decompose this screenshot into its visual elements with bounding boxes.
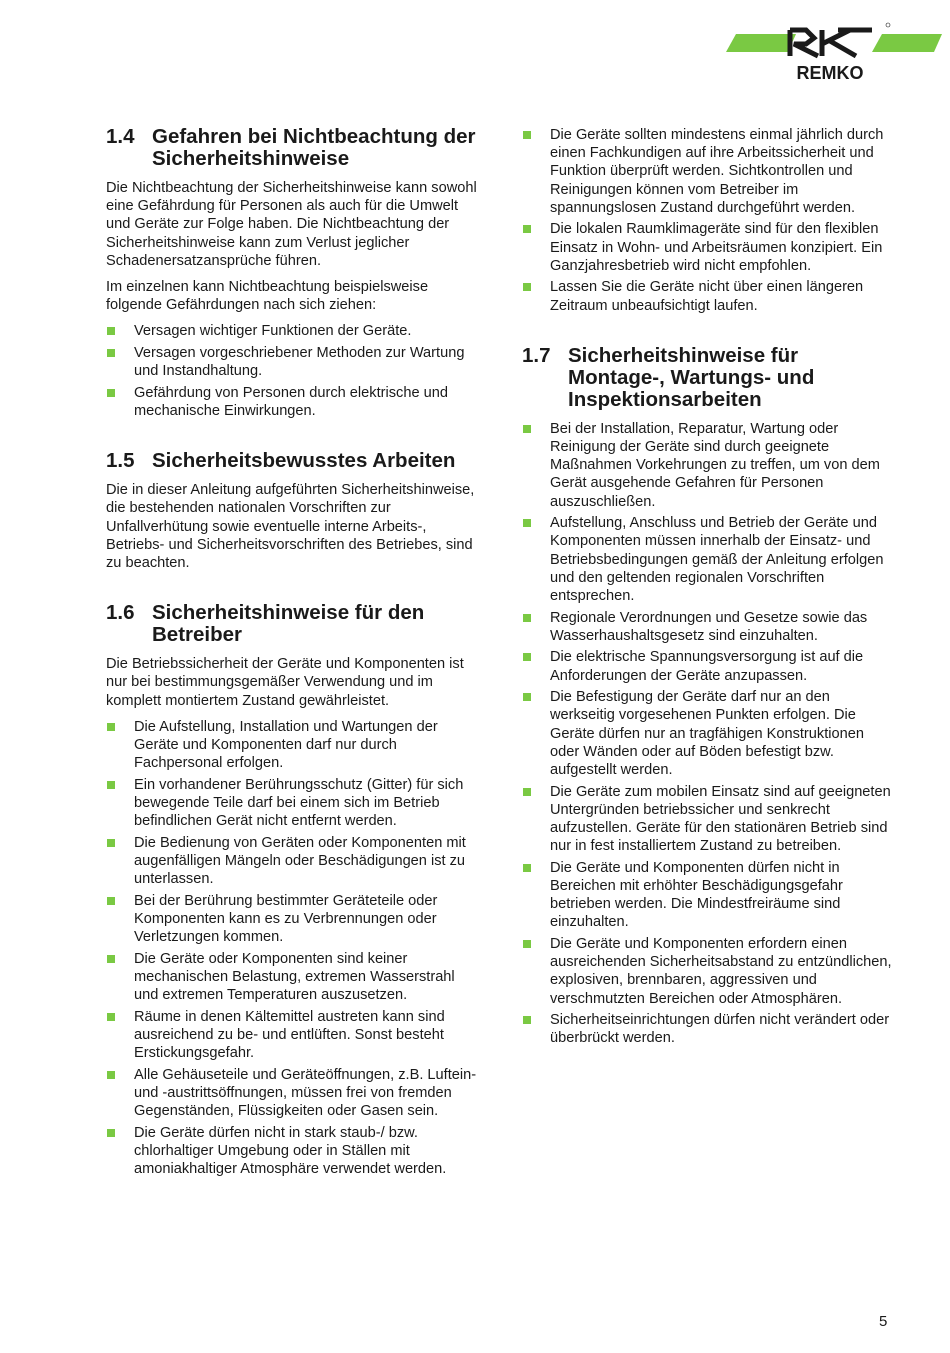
bullet-list [106, 322, 480, 420]
section-title: Sicherheitsbewusstes Arbeiten [152, 449, 456, 473]
list-item [522, 420, 894, 511]
square-bullet-icon [523, 131, 531, 139]
list-item [522, 1011, 894, 1047]
square-bullet-icon [523, 940, 531, 948]
list-item [106, 718, 480, 773]
square-bullet-icon [107, 1013, 115, 1021]
list-item-text: Die Geräte dürfen nicht in stark staub-/ bzw. chlorhaltiger Umgebung oder in Ställen mit amoniakhaltiger Atmosphäre verwendet werden. [134, 1124, 447, 1178]
section-number: 1.7 [522, 343, 551, 367]
list-item-text: Gefährdung von Personen durch elektrische und mechanische Einwirkungen. [134, 384, 448, 420]
list-item-text: Bei der Berührung bestimmter Geräteteile oder Komponenten kann es zu Verbrennungen oder Verletzungen kommen. [134, 892, 438, 946]
list-item [522, 126, 894, 217]
list-item-text: Ein vorhandener Berührungsschutz (Gitter) für sich bewegende Teile darf bei einem sich im Betrieb befindlichen Gerät nicht entfernt werden. [134, 776, 464, 830]
square-bullet-icon [107, 1071, 115, 1079]
list-item [106, 1008, 480, 1063]
list-item [106, 344, 480, 380]
square-bullet-icon [523, 864, 531, 872]
square-bullet-icon [523, 653, 531, 661]
list-item-text: Lassen Sie die Geräte nicht über einen längeren Zeitraum unbeaufsichtigt laufen. [550, 279, 864, 314]
list-item [522, 514, 894, 605]
list-item-text: Die Befestigung der Geräte darf nur an den werkseitig vorgesehenen Punkten erfolgen. Die Geräte dürfen nur an tragfähigen Konstruktionen oder Wänden oder auf Böden befestigt bzw. aufgestellt werden. [550, 689, 864, 779]
bullet-list [522, 420, 894, 1048]
list-item [106, 322, 480, 340]
paragraph: Die Nichtbeachtung der Sicherheitshinweise kann sowohl eine Gefährdung für Personen als auch für die Umwelt und Geräte zur Folge haben. Die Nichtbeachtung der Sicherheitshinweise kann zum Verlust jeglicher Schadenersatzansprüche führen. [106, 180, 477, 269]
bullet-list [522, 126, 894, 315]
section-heading-1-6 [106, 602, 480, 646]
section-number: 1.5 [106, 449, 135, 473]
square-bullet-icon [107, 955, 115, 963]
list-item-text: Die Geräte zum mobilen Einsatz sind auf geeigneten Untergründen betriebssicher und senkrecht aufzustellen. Geräte für den stationären Betrieb sind nur in fest installiertem Zustand zu betreiben. [550, 783, 891, 855]
square-bullet-icon [523, 283, 531, 291]
list-item [522, 648, 894, 684]
list-item [106, 1066, 480, 1121]
list-item [106, 892, 480, 947]
list-item [106, 384, 480, 420]
section-heading-1-7 [522, 345, 894, 411]
paragraph: Die in dieser Anleitung aufgeführten Sicherheitshinweise, die bestehenden nationalen Vorschriften zur Unfallverhütung sowie eventuelle interne Arbeits-, Betriebs- und Sicherheitsvorschriften des Betriebes, sind zu beachten. [106, 482, 475, 572]
square-bullet-icon [523, 614, 531, 622]
section-number: 1.4 [106, 125, 135, 148]
list-item-text: Die Geräte sollten mindestens einmal jährlich durch einen Fachkundigen auf ihre Arbeitssicherheit und Funktion überprüft werden. Sichtkontrollen und Reinigungen können vom Betreiber im spannungslosen Zustand durchgeführt werden. [550, 127, 884, 216]
list-item [522, 859, 894, 932]
section-number: 1.6 [106, 601, 135, 625]
logo-wordmark: REMKO [796, 63, 864, 83]
list-item [106, 1124, 480, 1179]
list-item-text: Versagen vorgeschriebener Methoden zur Wartung und Instandhaltung. [134, 345, 465, 380]
square-bullet-icon [107, 349, 115, 357]
square-bullet-icon [523, 425, 531, 433]
right-column [522, 126, 894, 1056]
square-bullet-icon [523, 693, 531, 701]
left-column [106, 126, 480, 1186]
paragraph: Die Betriebssicherheit der Geräte und Komponenten ist nur bei bestimmungsgemäßer Verwendung und im komplett montiertem Zustand gewährleistet. [106, 656, 464, 709]
square-bullet-icon [523, 225, 531, 233]
list-item [106, 950, 480, 1005]
list-item [106, 834, 480, 889]
page-number: 5 [879, 1313, 888, 1330]
square-bullet-icon [107, 389, 115, 397]
list-item-text: Die Geräte und Komponenten dürfen nicht in Bereichen mit erhöhter Beschädigungsgefahr betrieben werden. Die Mindestfreiräume sind einzuhalten. [550, 859, 843, 931]
square-bullet-icon [523, 788, 531, 796]
square-bullet-icon [107, 897, 115, 905]
paragraph: Im einzelnen kann Nichtbeachtung beispielsweise folgende Gefährdungen nach sich ziehen: [106, 279, 429, 314]
section-heading-1-5 [106, 450, 480, 472]
list-item [522, 935, 894, 1008]
list-item-text: Die Geräte und Komponenten erfordern einen ausreichenden Sicherheitsabstand zu entzündlichen, explosiven, brennbaren, aggressiven und verschmutzten Bereichen oder Atmosphären. [550, 936, 892, 1007]
list-item-text: Räume in denen Kältemittel austreten kann sind ausreichend zu be- und entlüften. Sonst besteht Erstickungsgefahr. [134, 1008, 445, 1062]
section-title: Sicherheitshinweise für den Betreiber [152, 601, 425, 647]
section-title: Gefahren bei Nichtbeachtung der Sicherheitshinweise [152, 125, 476, 170]
square-bullet-icon [523, 519, 531, 527]
list-item-text: Die lokalen Raumklimageräte sind für den flexiblen Einsatz in Wohn- und Arbeitsräumen konzipiert. Ein Ganzjahresbetrieb wird nicht empfohlen. [550, 221, 883, 274]
list-item-text: Die Geräte oder Komponenten sind keiner mechanischen Belastung, extremen Wasserstrahl und extremen Temperaturen auszusetzen. [134, 950, 455, 1004]
section-title: Sicherheitshinweise für Montage-, Wartungs- und Inspektionsarbeiten [568, 343, 815, 411]
section-heading-1-4 [106, 126, 480, 170]
square-bullet-icon [107, 1129, 115, 1137]
list-item-text: Die elektrische Spannungsversorgung ist auf die Anforderungen der Geräte anzupassen. [550, 649, 864, 684]
square-bullet-icon [523, 1016, 531, 1024]
bullet-list [106, 718, 480, 1179]
list-item [522, 278, 894, 314]
list-item-text: Aufstellung, Anschluss und Betrieb der Geräte und Komponenten müssen innerhalb der Einsatz- und Betriebsbedingungen gemäß der Anleitung erfolgen und den geltenden regionalen Vorschriften entsprechen. [550, 515, 884, 605]
list-item [522, 783, 894, 856]
list-item [106, 776, 480, 831]
square-bullet-icon [107, 839, 115, 847]
list-item [522, 688, 894, 779]
list-item-text: Die Aufstellung, Installation und Wartungen der Geräte und Komponenten darf nur durch Fachpersonal erfolgen. [134, 718, 438, 772]
list-item-text: Versagen wichtiger Funktionen der Geräte. [134, 323, 412, 340]
list-item-text: Alle Gehäuseteile und Geräteöffnungen, z.B. Luftein- und -austrittsöffnungen, müssen frei von fremden Gegenständen, Flüssigkeiten oder Gasen sein. [134, 1066, 477, 1120]
list-item [522, 609, 894, 645]
list-item-text: Regionale Verordnungen und Gesetze sowie das Wasserhaushaltsgesetz sind einzuhalten. [550, 609, 868, 644]
list-item-text: Die Bedienung von Geräten oder Komponenten mit augenfälligen Mängeln oder Beschädigungen ist zu unterlassen. [134, 834, 466, 888]
remko-logo [722, 22, 944, 88]
list-item-text: Sicherheitseinrichtungen dürfen nicht verändert oder überbrückt werden. [550, 1012, 890, 1047]
square-bullet-icon [107, 723, 115, 731]
list-item [522, 220, 894, 275]
square-bullet-icon [107, 327, 115, 335]
list-item-text: Bei der Installation, Reparatur, Wartung oder Reinigung der Geräte sind durch geeignete Maßnahmen Vorkehrungen zu treffen, um von dem Gerät ausgehende Gefahren für Personen auszuschließen. [550, 420, 880, 510]
square-bullet-icon [107, 781, 115, 789]
